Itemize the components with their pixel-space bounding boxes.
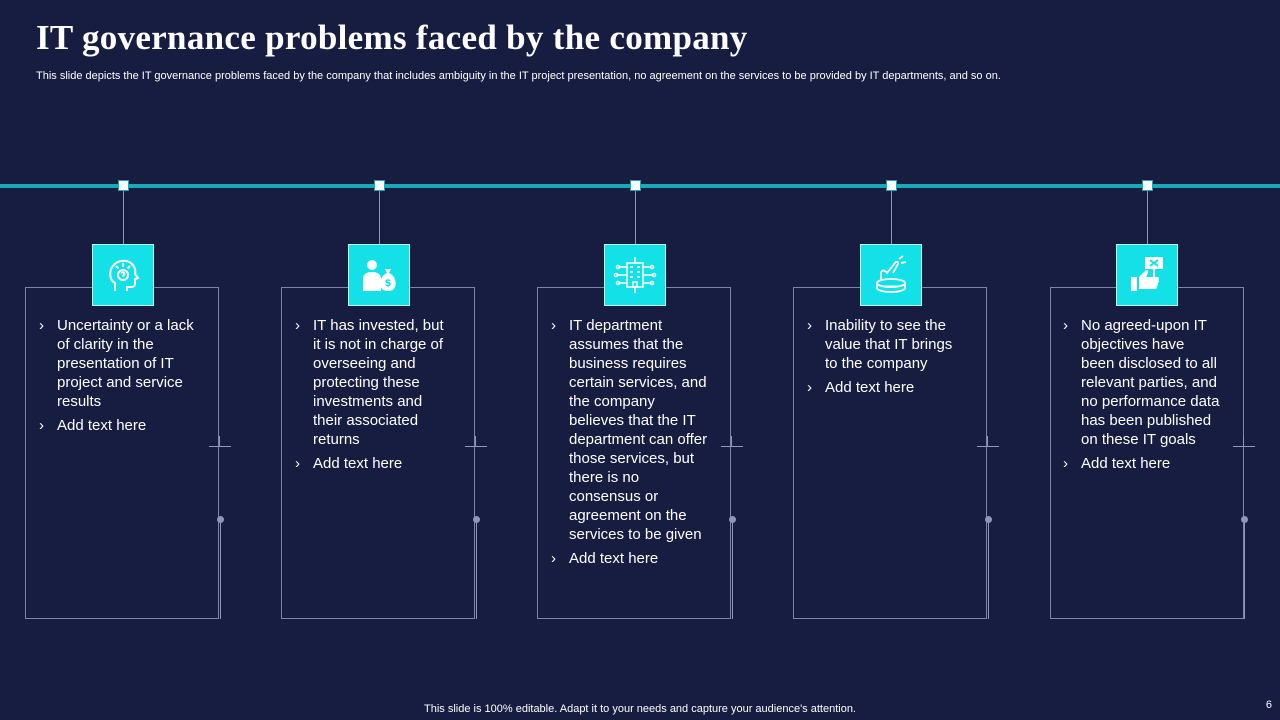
card-tick <box>1233 446 1255 447</box>
card-add-text: › Add text here <box>549 549 709 568</box>
card-add-text: › Add text here <box>1061 454 1221 473</box>
card-tick <box>465 446 487 447</box>
card-bullets <box>1061 316 1221 478</box>
card-add-text: › Add text here <box>805 378 965 397</box>
card-dot-line <box>988 523 989 619</box>
card-text: › Inability to see the value that IT brings to the company <box>805 316 965 373</box>
card-dot <box>473 516 480 523</box>
card-tick <box>1243 436 1244 447</box>
timeline-node <box>118 180 129 191</box>
icon-box <box>92 244 154 306</box>
card-tick <box>219 436 220 447</box>
icon-box <box>604 244 666 306</box>
card-text: › IT has invested, but it is not in charge of overseeing and protecting these investments and their associated returns <box>293 316 453 449</box>
slide-subtitle: This slide depicts the IT governance problems faced by the company that includes ambiguity in the IT project presentation, no agreement on the services to be provided by IT departments, and so on. <box>36 70 1001 82</box>
timeline-connector <box>1147 191 1148 244</box>
timeline-connector <box>123 191 124 244</box>
icon-box <box>1116 244 1178 306</box>
card-dot-line <box>476 523 477 619</box>
card-text: › Uncertainty or a lack of clarity in the presentation of IT project and service results <box>37 316 197 411</box>
card-dot <box>985 516 992 523</box>
card-tick <box>987 436 988 447</box>
card-bullets <box>549 316 709 573</box>
card-dot <box>1241 516 1248 523</box>
timeline-connector <box>891 191 892 244</box>
card-add-text: › Add text here <box>37 416 197 435</box>
card-tick <box>209 446 231 447</box>
timeline-node <box>1142 180 1153 191</box>
card-text: › No agreed-upon IT objectives have been disclosed to all relevant parties, and no performance data has been published on these IT goals <box>1061 316 1221 449</box>
timeline-connector <box>635 191 636 244</box>
slide-title: IT governance problems faced by the company <box>36 18 748 57</box>
card-dot-line <box>1244 523 1245 619</box>
head-question-icon <box>101 253 145 297</box>
card-dot <box>217 516 224 523</box>
card-bullets <box>37 316 197 440</box>
icon-box <box>348 244 410 306</box>
card-dot-line <box>220 523 221 619</box>
icon-box <box>860 244 922 306</box>
timeline-connector <box>379 191 380 244</box>
person-money-bag-icon <box>357 253 401 297</box>
timeline-node <box>630 180 641 191</box>
card-tick <box>977 446 999 447</box>
card-add-text: › Add text here <box>293 454 453 473</box>
svg-text:$: $ <box>384 278 392 289</box>
card-bullets <box>805 316 965 402</box>
timeline-node <box>886 180 897 191</box>
thumbs-down-sign-icon <box>1125 253 1169 297</box>
page-number: 6 <box>1265 699 1272 711</box>
card-text: › IT department assumes that the business requires certain services, and the company believes that the IT department can offer those services, but there is no consensus or agreement on the services to be given <box>549 316 709 544</box>
timeline-node <box>374 180 385 191</box>
card-bullets <box>293 316 453 478</box>
hand-coins-icon <box>869 253 913 297</box>
card-dot <box>729 516 736 523</box>
card-dot-line <box>732 523 733 619</box>
building-network-icon <box>613 253 657 297</box>
slide-footer: This slide is 100% editable. Adapt it to your needs and capture your audience's attention. <box>424 703 856 715</box>
card-tick <box>475 436 476 447</box>
card-tick <box>721 446 743 447</box>
card-tick <box>731 436 732 447</box>
